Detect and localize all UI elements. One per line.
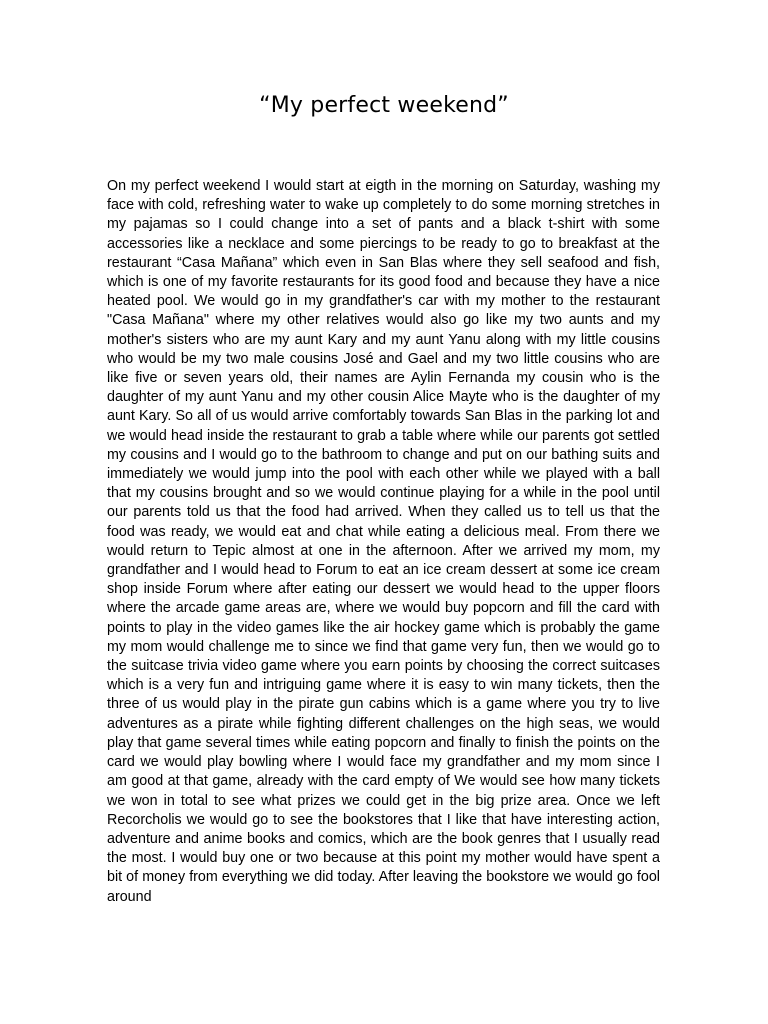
document-body-paragraph: On my perfect weekend I would start at eigth in the morning on Saturday, washing my face with cold, refreshing water to wake up completely to do some morning stretches in my pajamas so I could change into a set of pants and a black t-shirt with some accessories like a necklace and some piercings to be ready to go to breakfast at the restaurant “Casa Mañana” which even in San Blas where they sell seafood and fish, which is one of my favorite restaurants for its good food and because they have a nice heated pool. We would go in my grandfather's car with my mother to the restaurant "Casa Mañana" where my other relatives would also go like my two aunts and my mother's sisters who are my aunt Kary and my aunt Yanu along with my little cousins who would be my two male cousins José and Gael and my two little cousins who are like five or seven years old, their names are Aylin Fernanda my cousin who is the daughter of my aunt Yanu and my other cousin Alice Mayte who is the daughter of my aunt Kary. So all of us would arrive comfortably towards San Blas in the parking lot and we would head inside the restaurant to grab a table where while our parents got settled my cousins and I would go to the bathroom to change and put on our bathing suits and immediately we would jump into the pool with each other while we played with a ball that my cousins brought and so we would continue playing for a while in the pool until our parents told us that the food had arrived. When they called us to tell us that the food was ready, we would eat and chat while eating a delicious meal. From there we would return to Tepic almost at one in the afternoon. After we arrived my mom, my grandfather and I would head to Forum to eat an ice cream dessert at some ice cream shop inside Forum where after eating our dessert we would head to the upper floors where the arcade game areas are, where we would buy popcorn and fill the card with points to play in the video games like the air hockey game which is probably the game my mom would challenge me to since we find that game very fun, then we would go to the suitcase trivia video game where you earn points by choosing the correct suitcases which is a very fun and intriguing game where it is easy to win many tickets, then the three of us would play in the pirate gun cabins which is a game where you try to live adventures as a pirate while fighting different challenges on the high seas, we would play that game several times while eating popcorn and finally to finish the points on the card we would play bowling where I would face my grandfather and my mom since I am good at that game, already with the card empty of We would see how many tickets we won in total to see what prizes we could get in the big prize area. Once we left Recorcholis we would go to see the bookstores that I like that have interesting action, adventure and anime books and comics, which are the book genres that I usually read the most. I would buy one or two because at this point my mother would have spent a bit of money from everything we did today. After leaving the bookstore we would go fool around [107, 178, 660, 905]
document-title: “My perfect weekend” [259, 93, 509, 118]
